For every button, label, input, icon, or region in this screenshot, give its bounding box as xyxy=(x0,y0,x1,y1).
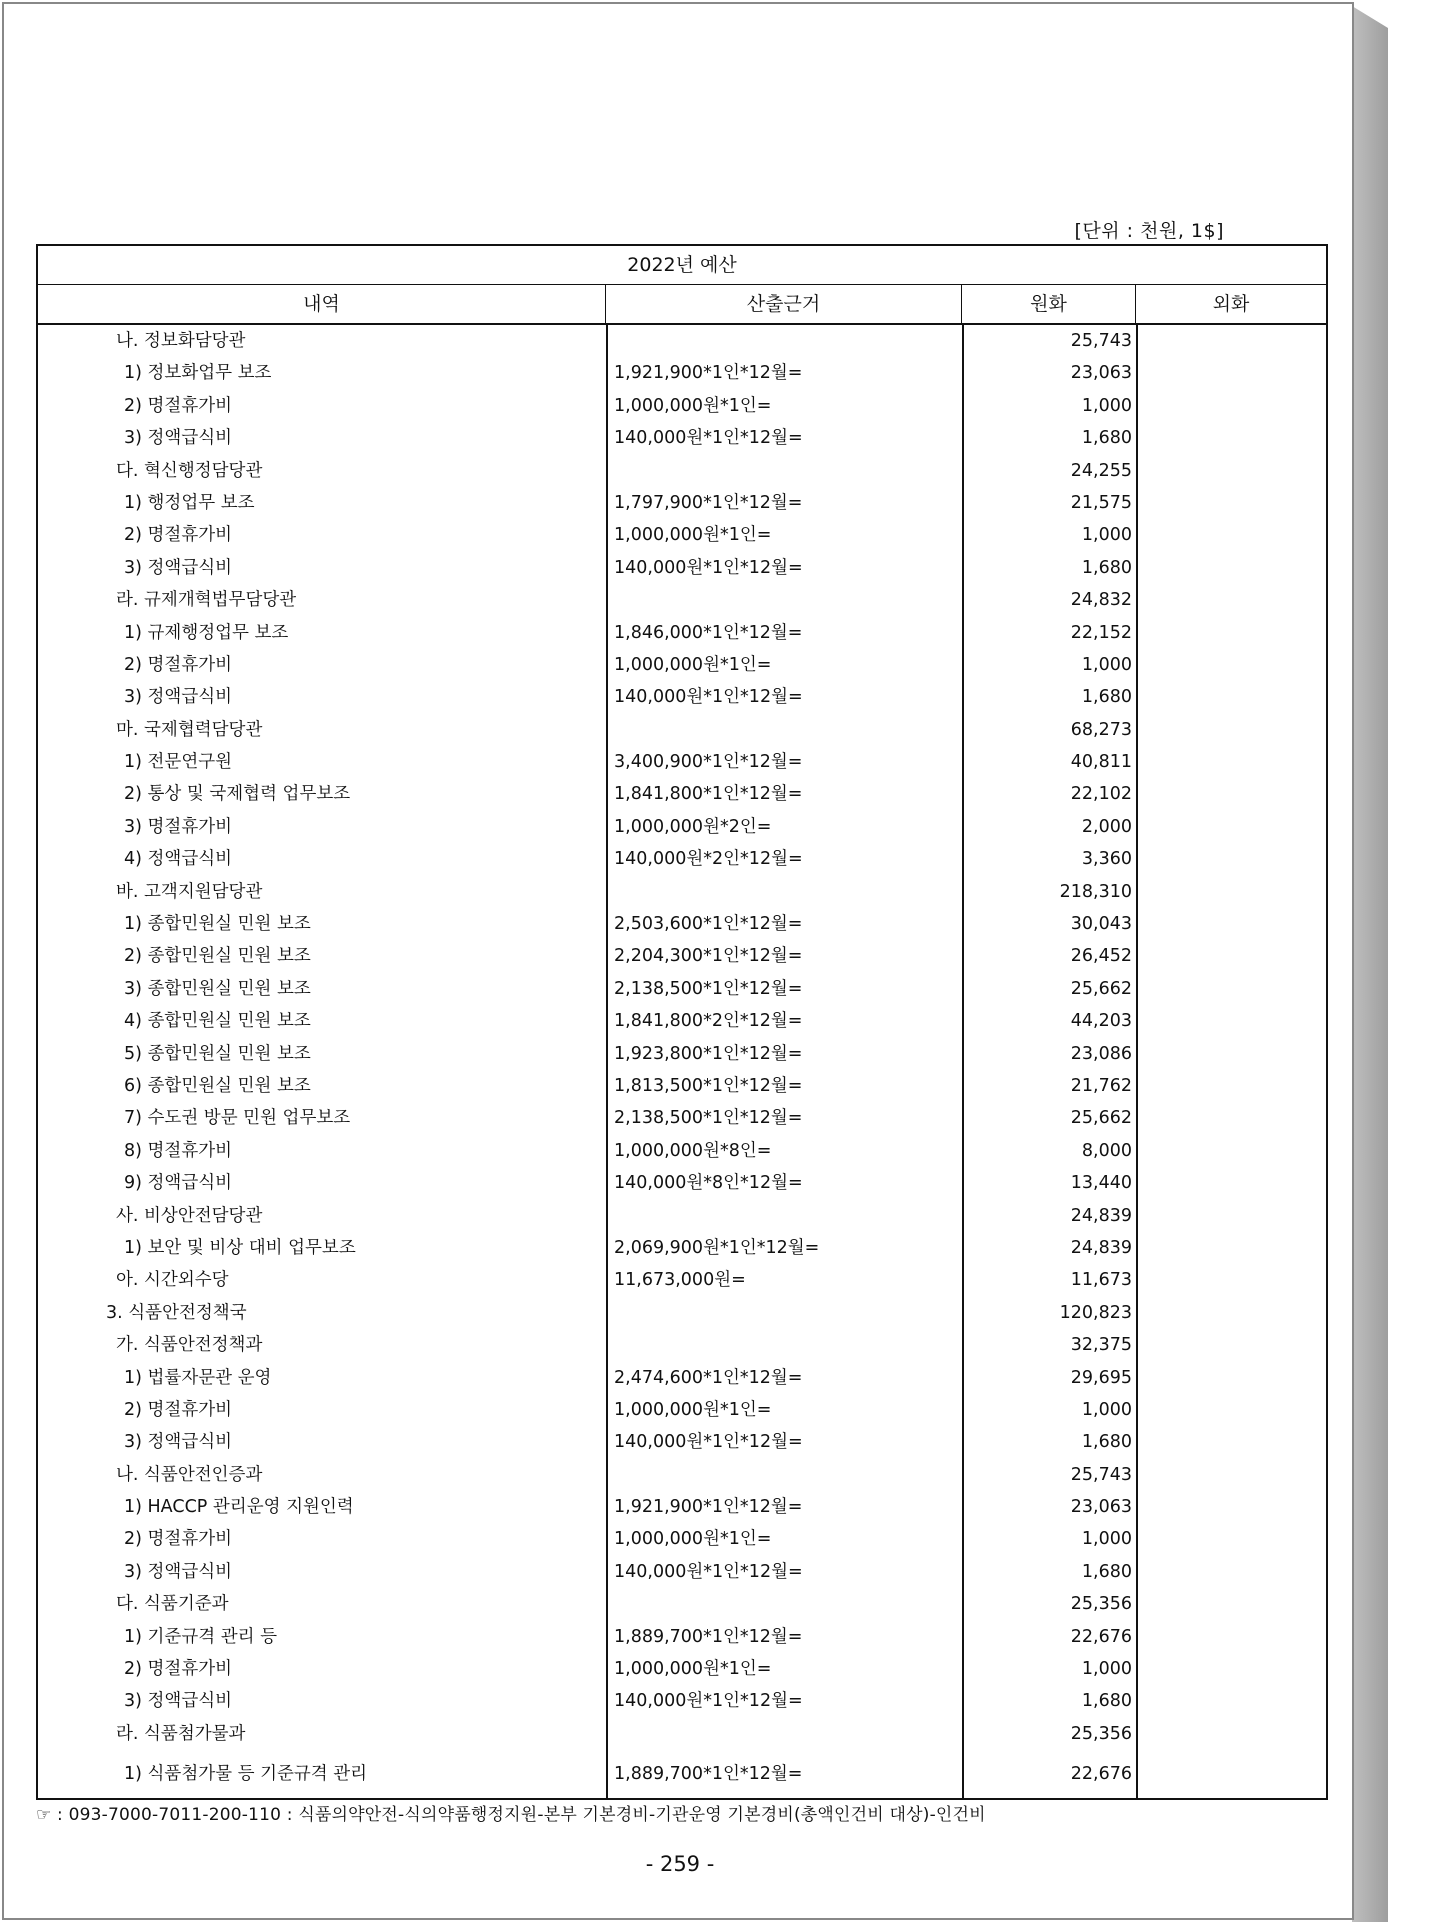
row-item-name: 1) 기준규격 관리 등 xyxy=(124,1626,277,1647)
table-row xyxy=(38,1491,1326,1523)
row-foreign-amount xyxy=(1136,746,1326,778)
column-header-row xyxy=(38,285,1326,325)
row-krw-amount: 218,310 xyxy=(1059,881,1132,902)
year-header: 2022년 예산 xyxy=(38,246,1326,285)
row-foreign-amount xyxy=(1136,1329,1326,1361)
row-krw-amount: 1,680 xyxy=(1081,1561,1132,1582)
row-basis: 2,138,500*1인*12월= xyxy=(614,1108,803,1129)
row-foreign-amount xyxy=(1136,552,1326,584)
row-foreign-amount xyxy=(1136,325,1326,357)
table-row xyxy=(38,681,1326,713)
table-row xyxy=(38,843,1326,875)
row-foreign-amount xyxy=(1136,973,1326,1005)
unit-label: [단위 : 천원, 1$] xyxy=(1074,220,1224,242)
row-basis: 2,204,300*1인*12월= xyxy=(614,946,803,967)
row-krw-amount: 44,203 xyxy=(1070,1011,1132,1032)
row-foreign-amount xyxy=(1136,1232,1326,1264)
row-basis xyxy=(606,325,962,357)
table-row xyxy=(38,1621,1326,1653)
row-basis: 1,921,900*1인*12월= xyxy=(614,1497,803,1518)
row-basis: 1,000,000원*1인= xyxy=(614,1399,772,1420)
row-foreign-amount xyxy=(1136,1685,1326,1717)
row-krw-amount: 1,000 xyxy=(1081,525,1132,546)
row-krw-amount: 25,743 xyxy=(1070,1464,1132,1485)
table-row xyxy=(38,390,1326,422)
row-krw-amount: 24,255 xyxy=(1070,460,1132,481)
row-basis: 1,000,000원*2인= xyxy=(614,816,772,837)
table-row xyxy=(38,1297,1326,1329)
table-row xyxy=(38,973,1326,1005)
row-krw-amount: 1,000 xyxy=(1081,1529,1132,1550)
row-foreign-amount xyxy=(1136,1070,1326,1102)
row-krw-amount: 1,680 xyxy=(1081,428,1132,449)
row-foreign-amount xyxy=(1136,649,1326,681)
table-row xyxy=(38,876,1326,908)
table-row xyxy=(38,1167,1326,1199)
row-basis xyxy=(606,455,962,487)
row-item-name: 2) 명절휴가비 xyxy=(124,395,233,416)
table-row xyxy=(38,811,1326,843)
row-basis: 1,841,800*2인*12월= xyxy=(614,1011,803,1032)
row-foreign-amount xyxy=(1136,1394,1326,1426)
row-item-name: 3) 정액급식비 xyxy=(124,428,233,449)
column-header-basis: 산출근거 xyxy=(606,285,962,323)
row-basis: 1,841,800*1인*12월= xyxy=(614,784,803,805)
row-krw-amount: 13,440 xyxy=(1070,1173,1132,1194)
row-basis xyxy=(606,1297,962,1329)
table-row xyxy=(38,584,1326,616)
row-basis: 2,503,600*1인*12월= xyxy=(614,914,803,935)
row-krw-amount: 24,839 xyxy=(1070,1205,1132,1226)
row-foreign-amount xyxy=(1136,1459,1326,1491)
table-row xyxy=(38,1005,1326,1037)
budget-table xyxy=(36,244,1328,1800)
row-krw-amount: 1,680 xyxy=(1081,1432,1132,1453)
row-item-name: 1) 규제행정업무 보조 xyxy=(124,622,289,643)
row-krw-amount: 1,000 xyxy=(1081,1659,1132,1680)
table-row xyxy=(38,357,1326,389)
row-krw-amount: 120,823 xyxy=(1059,1302,1132,1323)
row-basis: 140,000원*1인*12월= xyxy=(614,428,803,449)
table-row xyxy=(38,1685,1326,1717)
row-krw-amount: 1,680 xyxy=(1081,557,1132,578)
row-foreign-amount xyxy=(1136,1621,1326,1653)
row-foreign-amount xyxy=(1136,1264,1326,1296)
table-row xyxy=(38,1102,1326,1134)
table-row xyxy=(38,1038,1326,1070)
table-row xyxy=(38,1459,1326,1491)
row-basis: 140,000원*1인*12월= xyxy=(614,1691,803,1712)
table-row xyxy=(38,778,1326,810)
row-basis: 2,474,600*1인*12월= xyxy=(614,1367,803,1388)
column-divider xyxy=(1136,325,1138,1798)
page-edge-shadow xyxy=(1352,6,1388,1922)
row-krw-amount: 1,680 xyxy=(1081,687,1132,708)
table-row xyxy=(38,1588,1326,1620)
document-page xyxy=(2,2,1354,1920)
row-foreign-amount xyxy=(1136,1038,1326,1070)
row-krw-amount: 29,695 xyxy=(1070,1367,1132,1388)
table-row xyxy=(38,908,1326,940)
row-foreign-amount xyxy=(1136,1167,1326,1199)
row-foreign-amount xyxy=(1136,584,1326,616)
table-row xyxy=(38,325,1326,357)
row-foreign-amount xyxy=(1136,1718,1326,1750)
row-item-name: 마. 국제협력담당관 xyxy=(116,719,263,740)
row-krw-amount: 3,360 xyxy=(1081,849,1132,870)
row-basis xyxy=(606,1718,962,1750)
row-item-name: 1) 행정업무 보조 xyxy=(124,492,255,513)
row-item-name: 8) 명절휴가비 xyxy=(124,1140,233,1161)
row-krw-amount: 25,662 xyxy=(1070,978,1132,999)
row-basis xyxy=(606,584,962,616)
row-item-name: 가. 식품안전정책과 xyxy=(116,1335,263,1356)
row-item-name: 5) 종합민원실 민원 보조 xyxy=(124,1043,311,1064)
row-basis: 1,000,000원*1인= xyxy=(614,654,772,675)
row-item-name: 1) HACCP 관리운영 지원인력 xyxy=(124,1497,354,1518)
row-foreign-amount xyxy=(1136,390,1326,422)
row-item-name: 3) 정액급식비 xyxy=(124,1691,233,1712)
row-basis: 140,000원*8인*12월= xyxy=(614,1173,803,1194)
row-item-name: 나. 식품안전인증과 xyxy=(116,1464,263,1485)
row-foreign-amount xyxy=(1136,519,1326,551)
table-row xyxy=(38,940,1326,972)
row-foreign-amount xyxy=(1136,357,1326,389)
row-foreign-amount xyxy=(1136,714,1326,746)
row-item-name: 6) 종합민원실 민원 보조 xyxy=(124,1075,311,1096)
row-basis xyxy=(606,1588,962,1620)
row-krw-amount: 22,676 xyxy=(1070,1764,1132,1785)
row-item-name: 아. 시간외수당 xyxy=(116,1270,229,1291)
row-foreign-amount xyxy=(1136,940,1326,972)
row-krw-amount: 23,063 xyxy=(1070,363,1132,384)
column-header-krw: 원화 xyxy=(962,285,1136,323)
row-krw-amount: 40,811 xyxy=(1070,752,1132,773)
row-item-name: 2) 통상 및 국제협력 업무보조 xyxy=(124,784,351,805)
row-foreign-amount xyxy=(1136,455,1326,487)
row-item-name: 3) 정액급식비 xyxy=(124,687,233,708)
table-row xyxy=(38,552,1326,584)
row-item-name: 4) 정액급식비 xyxy=(124,849,233,870)
column-header-item: 내역 xyxy=(38,285,606,323)
row-basis: 1,889,700*1인*12월= xyxy=(614,1764,803,1785)
row-item-name: 사. 비상안전담당관 xyxy=(116,1205,263,1226)
row-krw-amount: 21,575 xyxy=(1070,492,1132,513)
table-row xyxy=(38,1135,1326,1167)
row-krw-amount: 1,000 xyxy=(1081,654,1132,675)
row-item-name: 1) 식품첨가물 등 기준규격 관리 xyxy=(124,1764,368,1785)
table-row xyxy=(38,746,1326,778)
row-item-name: 1) 정보화업무 보조 xyxy=(124,363,272,384)
table-row xyxy=(38,714,1326,746)
row-item-name: 1) 전문연구원 xyxy=(124,752,233,773)
row-item-name: 다. 식품기준과 xyxy=(116,1594,229,1615)
table-row xyxy=(38,1523,1326,1555)
row-krw-amount: 11,673 xyxy=(1070,1270,1132,1291)
row-basis: 1,797,900*1인*12월= xyxy=(614,492,803,513)
row-foreign-amount xyxy=(1136,1750,1326,1798)
row-foreign-amount xyxy=(1136,1588,1326,1620)
table-row xyxy=(38,1329,1326,1361)
row-item-name: 나. 정보화담당관 xyxy=(116,331,246,351)
row-item-name: 3) 정액급식비 xyxy=(124,1432,233,1453)
row-foreign-amount xyxy=(1136,617,1326,649)
row-item-name: 2) 명절휴가비 xyxy=(124,525,233,546)
table-row xyxy=(38,487,1326,519)
row-foreign-amount xyxy=(1136,1556,1326,1588)
row-item-name: 4) 종합민원실 민원 보조 xyxy=(124,1011,311,1032)
table-row xyxy=(38,422,1326,454)
row-item-name: 1) 종합민원실 민원 보조 xyxy=(124,914,311,935)
row-item-name: 3. 식품안전정책국 xyxy=(106,1302,247,1323)
row-item-name: 3) 명절휴가비 xyxy=(124,816,233,837)
row-item-name: 바. 고객지원담당관 xyxy=(116,881,263,902)
row-foreign-amount xyxy=(1136,876,1326,908)
row-item-name: 3) 종합민원실 민원 보조 xyxy=(124,978,311,999)
row-basis: 3,400,900*1인*12월= xyxy=(614,752,803,773)
table-row xyxy=(38,1070,1326,1102)
row-krw-amount: 23,063 xyxy=(1070,1497,1132,1518)
table-row xyxy=(38,1750,1326,1798)
row-item-name: 7) 수도권 방문 민원 업무보조 xyxy=(124,1108,351,1129)
table-row xyxy=(38,617,1326,649)
row-basis: 2,069,900원*1인*12월= xyxy=(614,1237,820,1258)
row-item-name: 3) 정액급식비 xyxy=(124,557,233,578)
row-basis: 1,813,500*1인*12월= xyxy=(614,1075,803,1096)
row-basis xyxy=(606,1200,962,1232)
row-item-name: 라. 식품첨가물과 xyxy=(116,1723,246,1744)
row-krw-amount: 1,000 xyxy=(1081,1399,1132,1420)
row-item-name: 2) 종합민원실 민원 보조 xyxy=(124,946,311,967)
row-krw-amount: 1,680 xyxy=(1081,1691,1132,1712)
footnote: ☞ : 093-7000-7011-200-110 : 식품의약안전-식의약품행정지원-본부 기본경비-기관운영 기본경비(총액인건비 대상)-인건비 xyxy=(36,1805,986,1825)
row-basis: 1,889,700*1인*12월= xyxy=(614,1626,803,1647)
row-krw-amount: 21,762 xyxy=(1070,1075,1132,1096)
row-foreign-amount xyxy=(1136,487,1326,519)
row-foreign-amount xyxy=(1136,778,1326,810)
table-row xyxy=(38,1232,1326,1264)
row-krw-amount: 22,102 xyxy=(1070,784,1132,805)
row-foreign-amount xyxy=(1136,1297,1326,1329)
row-krw-amount: 25,662 xyxy=(1070,1108,1132,1129)
row-item-name: 다. 혁신행정담당관 xyxy=(116,460,263,481)
row-krw-amount: 68,273 xyxy=(1070,719,1132,740)
row-krw-amount: 30,043 xyxy=(1070,914,1132,935)
row-foreign-amount xyxy=(1136,1362,1326,1394)
row-item-name: 라. 규제개혁법무담당관 xyxy=(116,590,297,611)
row-item-name: 2) 명절휴가비 xyxy=(124,1659,233,1680)
row-item-name: 1) 법률자문관 운영 xyxy=(124,1367,272,1388)
row-basis: 1,000,000원*1인= xyxy=(614,395,772,416)
row-krw-amount: 8,000 xyxy=(1081,1140,1132,1161)
row-krw-amount: 25,743 xyxy=(1070,331,1132,351)
row-foreign-amount xyxy=(1136,843,1326,875)
row-foreign-amount xyxy=(1136,422,1326,454)
row-krw-amount: 25,356 xyxy=(1070,1723,1132,1744)
row-basis xyxy=(606,714,962,746)
row-foreign-amount xyxy=(1136,1102,1326,1134)
row-basis xyxy=(606,1459,962,1491)
row-item-name: 2) 명절휴가비 xyxy=(124,1529,233,1550)
table-row xyxy=(38,1394,1326,1426)
row-basis: 1,000,000원*8인= xyxy=(614,1140,772,1161)
row-basis: 1,000,000원*1인= xyxy=(614,525,772,546)
row-foreign-amount xyxy=(1136,1523,1326,1555)
row-foreign-amount xyxy=(1136,1200,1326,1232)
row-krw-amount: 25,356 xyxy=(1070,1594,1132,1615)
row-basis: 1,000,000원*1인= xyxy=(614,1529,772,1550)
row-foreign-amount xyxy=(1136,1653,1326,1685)
table-row xyxy=(38,1718,1326,1750)
table-row xyxy=(38,519,1326,551)
row-foreign-amount xyxy=(1136,681,1326,713)
row-basis: 140,000원*1인*12월= xyxy=(614,1561,803,1582)
row-item-name: 9) 정액급식비 xyxy=(124,1173,233,1194)
row-basis: 11,673,000원= xyxy=(614,1270,746,1291)
table-row xyxy=(38,649,1326,681)
row-basis: 1,923,800*1인*12월= xyxy=(614,1043,803,1064)
row-foreign-amount xyxy=(1136,908,1326,940)
row-basis: 2,138,500*1인*12월= xyxy=(614,978,803,999)
page-number: - 259 - xyxy=(645,1852,715,1876)
row-krw-amount: 1,000 xyxy=(1081,395,1132,416)
row-krw-amount: 26,452 xyxy=(1070,946,1132,967)
row-foreign-amount xyxy=(1136,811,1326,843)
row-basis: 1,921,900*1인*12월= xyxy=(614,363,803,384)
table-row xyxy=(38,1362,1326,1394)
table-row xyxy=(38,1200,1326,1232)
row-krw-amount: 22,676 xyxy=(1070,1626,1132,1647)
row-basis: 140,000원*2인*12월= xyxy=(614,849,803,870)
table-row xyxy=(38,1556,1326,1588)
row-item-name: 3) 정액급식비 xyxy=(124,1561,233,1582)
row-basis: 1,846,000*1인*12월= xyxy=(614,622,803,643)
row-krw-amount: 24,832 xyxy=(1070,590,1132,611)
row-item-name: 2) 명절휴가비 xyxy=(124,1399,233,1420)
row-basis: 140,000원*1인*12월= xyxy=(614,1432,803,1453)
row-basis xyxy=(606,876,962,908)
row-foreign-amount xyxy=(1136,1491,1326,1523)
table-row xyxy=(38,455,1326,487)
row-krw-amount: 22,152 xyxy=(1070,622,1132,643)
row-foreign-amount xyxy=(1136,1005,1326,1037)
row-krw-amount: 32,375 xyxy=(1070,1335,1132,1356)
row-foreign-amount xyxy=(1136,1426,1326,1458)
table-row xyxy=(38,1653,1326,1685)
row-item-name: 2) 명절휴가비 xyxy=(124,654,233,675)
row-item-name: 1) 보안 및 비상 대비 업무보조 xyxy=(124,1237,356,1258)
row-basis: 140,000원*1인*12월= xyxy=(614,557,803,578)
table-row xyxy=(38,1426,1326,1458)
table-body xyxy=(38,325,1326,1798)
row-basis: 140,000원*1인*12월= xyxy=(614,687,803,708)
row-basis xyxy=(606,1329,962,1361)
table-row xyxy=(38,1264,1326,1296)
column-header-foreign: 외화 xyxy=(1212,293,1250,315)
row-basis: 1,000,000원*1인= xyxy=(614,1659,772,1680)
row-krw-amount: 24,839 xyxy=(1070,1237,1132,1258)
row-krw-amount: 23,086 xyxy=(1070,1043,1132,1064)
row-foreign-amount xyxy=(1136,1135,1326,1167)
row-krw-amount: 2,000 xyxy=(1081,816,1132,837)
